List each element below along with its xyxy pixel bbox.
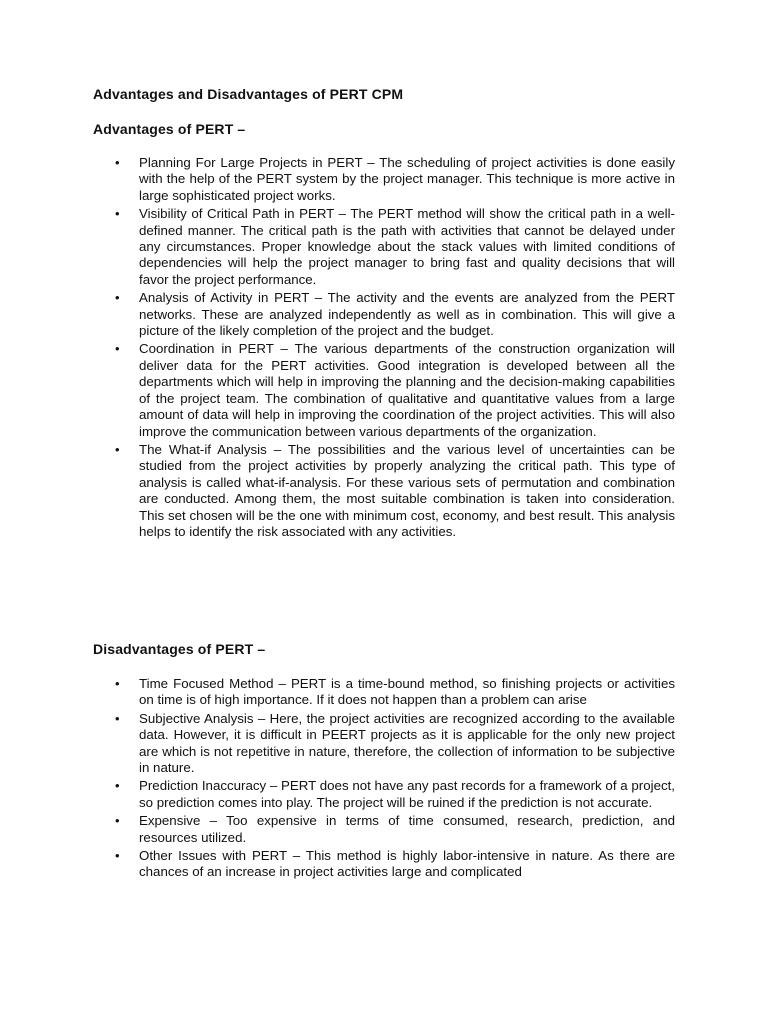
disadvantages-heading: Disadvantages of PERT – [93, 641, 266, 657]
advantage-item [113, 155, 675, 204]
advantages-list [113, 155, 675, 542]
disadvantage-text: Prediction Inaccuracy – PERT does not have any past records for a framework of a project, so prediction comes into play. The project will be ruined if the prediction is not accurate. [139, 778, 675, 810]
disadvantage-item [113, 676, 675, 709]
bullet-icon: • [115, 441, 120, 457]
advantage-item [113, 206, 675, 288]
document-title: Advantages and Disadvantages of PERT CPM [93, 86, 404, 102]
disadvantage-item [113, 711, 675, 777]
disadvantage-text: Subjective Analysis – Here, the project activities are recognized according to the available data. However, it is difficult in PEERT projects as it is applicable for the only new project are which is not repetitive in nature, therefore, the collection of information to be subjective in nature. [139, 710, 675, 776]
bullet-icon: • [115, 155, 120, 170]
advantage-text: Analysis of Activity in PERT – The activity and the events are analyzed from the PERT networks. These are analyzed independently as well as in combination. This will give a picture of the likely completion of the project and the budget. [139, 290, 675, 339]
disadvantage-item [113, 778, 675, 811]
disadvantages-list [113, 676, 675, 883]
advantages-heading: Advantages of PERT – [93, 121, 246, 137]
disadvantage-text: Expensive – Too expensive in terms of time consumed, research, prediction, and resources utilized. [139, 813, 675, 845]
disadvantage-text: Other Issues with PERT – This method is highly labor-intensive in nature. As there are chances of an increase in project activities large and complicated [139, 848, 675, 880]
advantage-text: Coordination in PERT – The various departments of the construction organization will deliver data for the PERT activities. Good integration is developed between all the departments which will help in improving the planning and the decision-making capabilities of the project team. The combination of qualitative and quantitative values from a large amount of data will help in improving the coordination of the project activities. This will also improve the communication between various departments of the organization. [139, 341, 675, 439]
bullet-icon: • [115, 710, 120, 726]
disadvantage-item [113, 848, 675, 881]
advantage-item [113, 290, 675, 339]
advantage-item [113, 341, 675, 439]
advantage-text: Visibility of Critical Path in PERT – The PERT method will show the critical path in a well-defined manner. The critical path is the path with activities that cannot be delayed under any circumstances. Proper knowledge about the stack values with limited conditions of dependencies will help the project manager to bring fast and quality decisions that will favor the project performance. [139, 206, 675, 287]
bullet-icon: • [115, 206, 120, 222]
disadvantage-text: Time Focused Method – PERT is a time-bound method, so finishing projects or activities on time is of high importance. If it does not happen than a problem can arise [139, 676, 675, 708]
bullet-icon: • [115, 290, 120, 306]
advantage-text: The What-if Analysis – The possibilities and the various level of uncertainties can be studied from the project activities by properly analyzing the critical path. This type of analysis is called what-if-analysis. For these various sets of permutation and combination are conducted. Among them, the most suitable combination is taken into consideration. This set chosen will be the one with minimum cost, economy, and best result. This analysis helps to identify the risk associated with any activities. [139, 441, 675, 539]
bullet-icon: • [115, 676, 120, 691]
bullet-icon: • [115, 813, 120, 829]
bullet-icon: • [115, 778, 120, 794]
advantage-text: Planning For Large Projects in PERT – The scheduling of project activities is done easily with the help of the PERT system by the project manager. This technique is more active in large sophisticated project works. [139, 155, 675, 203]
bullet-icon: • [115, 341, 120, 357]
disadvantage-item [113, 813, 675, 846]
bullet-icon: • [115, 848, 120, 864]
advantage-item [113, 442, 675, 540]
